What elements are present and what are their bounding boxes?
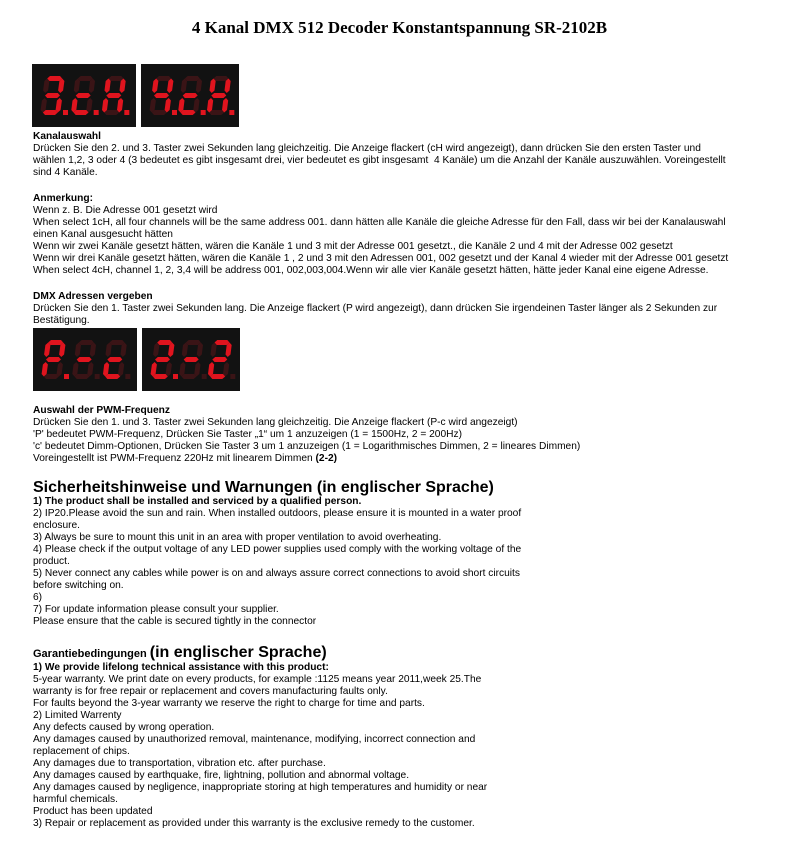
seven-segment-display-2-2-icon [142, 328, 240, 391]
segment-d [104, 110, 119, 115]
segment-g [184, 357, 199, 362]
segment-c [165, 98, 171, 113]
text-line: 'P' bedeutet PWM-Frequenz, Drücken Sie Taster „1“ um 1 anzuzeigen (1 = 1500Hz, 2 = 200Hz) [33, 429, 462, 440]
anmerkung-text [33, 205, 728, 277]
text-line: Drücken Sie den 1. und 3. Taster zwei Sekunden lang gleichzeitig. Die Anzeige flackert (P-c wird angezeigt) [33, 417, 518, 428]
segment-a [110, 340, 125, 345]
decimal-point [94, 110, 99, 115]
segment-d [181, 110, 196, 115]
display-2-2 [142, 328, 240, 391]
display-3ch [32, 64, 136, 127]
segment-f [181, 79, 187, 94]
text-line: warranty is for free repair or replacement and covers manufacturing faults only. [33, 686, 388, 697]
text-line: einen Kanal ausgesucht hätten [33, 229, 173, 240]
text-line: Wenn wir drei Kanäle gesetzt hätten, wären die Kanäle 1 , 2 und 3 mit den Adressen 001, 002 gesetzt und der Kanal 4 wieder mit der Adresse 001 gesetzt [33, 253, 729, 264]
text-line: 4) Please check if the output voltage of any LED power supplies used comply with the working voltage of the [33, 544, 522, 555]
segment-f [105, 79, 111, 94]
segment-c [56, 98, 62, 113]
segment-g [106, 93, 121, 98]
segment-c [222, 98, 228, 113]
garantie-text [33, 662, 487, 830]
text-line: 'c' bedeutet Dimm-Optionen, Drücken Sie Taster 3 um 1 anzuzeigen (1 = Logarithmisches Dimmen, 2 = lineares Dimmen) [33, 441, 581, 452]
decimal-point [172, 110, 177, 115]
segment-f [74, 79, 80, 94]
segment-c [223, 362, 229, 377]
decimal-point [63, 110, 68, 115]
seven-segment-display-4ch-icon [141, 64, 239, 127]
text-line [33, 453, 580, 465]
segment-c [193, 98, 199, 113]
segment-c [117, 98, 123, 113]
segment-g [211, 93, 226, 98]
segment-g [155, 357, 170, 362]
segment-g [183, 93, 198, 98]
segment-c [87, 362, 93, 377]
text-line: before switching on. [33, 580, 124, 591]
segment-d [153, 374, 168, 379]
text-line: sind 4 Kanäle. [33, 167, 98, 178]
decimal-point [125, 374, 130, 379]
segment-f [182, 343, 188, 358]
text-line: 7) For update information please consult your supplier. [33, 604, 279, 615]
segment-f [44, 343, 50, 358]
segment-g [76, 93, 91, 98]
text-line: Drücken Sie den 2. und 3. Taster zwei Sekunden lang gleichzeitig. Die Anzeige flackert (cH wird angezeigt), dann drücken Sie den ersten Taster und [33, 143, 701, 154]
segment-a [48, 340, 63, 345]
segment-d [43, 110, 58, 115]
segment-d [105, 374, 120, 379]
segment-g [45, 93, 60, 98]
text-line: replacement of chips. [33, 746, 130, 757]
text-line: 2) IP20.Please avoid the sun and rain. When installed outdoors, please ensure it is mounted in a water proof [33, 508, 522, 519]
text-line: 3) Repair or replacement as provided under this warranty is the exclusive remedy to the customer. [33, 818, 475, 829]
section-heading-sicherheit: Sicherheitshinweise und Warnungen (in englischer Sprache) [33, 479, 494, 496]
segment-a [157, 340, 172, 345]
section-heading-anmerkung: Anmerkung: [33, 193, 93, 204]
section-heading-kanalauswahl: Kanalauswahl [33, 131, 101, 142]
garantie-heading-small: Garantiebedingungen [33, 648, 150, 660]
segment-a [79, 340, 94, 345]
segment-f [106, 343, 112, 358]
segment-f [152, 79, 158, 94]
segment-g [107, 357, 122, 362]
decimal-point [229, 110, 234, 115]
segment-f [43, 79, 49, 94]
default-setting-text: Voreingestellt ist PWM-Frequenz 220Hz mit linearem Dimmen [33, 453, 316, 464]
section-heading-dmx: DMX Adressen vergeben [33, 291, 153, 302]
decimal-point [230, 374, 235, 379]
text-line: Drücken Sie den 1. Taster zwei Sekunden lang. Die Anzeige flackert (P wird angezeigt), dann drücken Sie irgendeinen Taster länger als 2 Sekunden zur [33, 303, 718, 314]
text-line: 6) [33, 592, 43, 603]
text-line: harmful chemicals. [33, 794, 118, 805]
segment-g [46, 357, 61, 362]
text-line: Any damages caused by earthquake, fire, lightning, pollution and abnormal voltage. [33, 770, 410, 781]
section-heading-garantie [33, 644, 327, 662]
segment-f [210, 79, 216, 94]
section-heading-pwm: Auswahl der PWM-Frequenz [33, 405, 170, 416]
text-line: 3) Always be sure to mount this unit in an area with proper ventilation to avoid overheating. [33, 532, 442, 543]
segment-d [152, 110, 167, 115]
segment-d [44, 374, 59, 379]
decimal-point [173, 374, 178, 379]
segment-g [212, 357, 227, 362]
text-line-bold: 1) The product shall be installed and serviced by a qualified person. [33, 496, 362, 507]
sicherheit-text [33, 496, 521, 628]
text-line: Any defects caused by wrong operation. [33, 722, 215, 733]
text-line: Wenn z. B. Die Adresse 001 gesetzt wird [33, 205, 218, 216]
decimal-point [95, 374, 100, 379]
text-line: When select 1cH, all four channels will be the same address 001. dann hätten alle Kanäle die gleiche Adresse für den Fall, dass wir bei der Kanalauswahl [33, 217, 726, 228]
seven-segment-display-p-c-icon [33, 328, 137, 391]
segment-a [214, 76, 229, 81]
seven-segment-display-3ch-icon [32, 64, 136, 127]
decimal-point [202, 374, 207, 379]
text-line: When select 4cH, channel 1, 2, 3,4 will be address 001, 002,003,004.Wenn wir alle vier Kanäle gesetzt hätten, hätte jeder Kanal eine eigene Adresse. [33, 265, 709, 276]
text-line: Bestätigung. [33, 315, 90, 326]
segment-c [194, 362, 200, 377]
pwm-text [33, 417, 580, 465]
text-line: 2) Limited Warrenty [33, 710, 122, 721]
segment-c [57, 362, 63, 377]
segment-d [74, 110, 89, 115]
text-line: Please ensure that the cable is secured tightly in the connector [33, 616, 317, 627]
text-line: Any damages caused by unauthorized removal, maintenance, modifying, incorrect connection and [33, 734, 476, 745]
text-line: Wenn wir zwei Kanäle gesetzt hätten, wären die Kanäle 1 und 3 mit der Adresse 001 gesetzt., die Kanäle 2 und 4 mit der Adresse 002 gesetzt [33, 241, 673, 252]
text-line: 5) Never connect any cables while power is on and always assure correct connections to avoid short circuits [33, 568, 520, 579]
display-4ch [141, 64, 239, 127]
text-line: Product has been updated [33, 806, 153, 817]
text-line: wählen 1,2, 3 oder 4 (3 bedeutet es gibt insgesamt drei, vier bedeutet es gibt insgesamt 4 Kanäle) um die Anzahl der Kanäle auszuwählen. Voreingestellt [33, 155, 726, 166]
text-line: enclosure. [33, 520, 81, 531]
segment-g [154, 93, 169, 98]
segment-c [118, 362, 124, 377]
text-line: 5-year warranty. We print date on every products, for example :1125 means year 2011,week 25.The [33, 674, 482, 685]
segment-a [185, 76, 200, 81]
segment-d [182, 374, 197, 379]
default-setting-value: (2-2) [315, 453, 338, 464]
segment-c [166, 362, 172, 377]
segment-c [86, 98, 92, 113]
decimal-point [201, 110, 206, 115]
segment-d [75, 374, 90, 379]
decimal-point [64, 374, 69, 379]
text-line: product. [33, 556, 70, 567]
segment-a [47, 76, 62, 81]
segment-f [211, 343, 217, 358]
text-line-bold: 1) We provide lifelong technical assistance with this product: [33, 662, 329, 673]
segment-g [77, 357, 92, 362]
text-line: For faults beyond the 3-year warranty we reserve the right to charge for time and parts. [33, 698, 425, 709]
segment-a [156, 76, 171, 81]
text-line: Any damages caused by negligence, inappropriate storing at high temperatures and humidity or near [33, 782, 488, 793]
garantie-heading-large: (in englischer Sprache) [149, 644, 327, 661]
text-line: Any damages due to transportation, vibration etc. after purchase. [33, 758, 326, 769]
segment-a [109, 76, 124, 81]
segment-f [75, 343, 81, 358]
kanalauswahl-text [33, 143, 726, 179]
display-p-c [33, 328, 137, 391]
decimal-point [124, 110, 129, 115]
segment-a [78, 76, 93, 81]
page-title: 4 Kanal DMX 512 Decoder Konstantspannung SR-2102B [191, 18, 608, 37]
segment-d [209, 110, 224, 115]
dmx-text [33, 303, 717, 327]
segment-f [153, 343, 159, 358]
segment-a [215, 340, 230, 345]
segment-d [210, 374, 225, 379]
segment-a [186, 340, 201, 345]
